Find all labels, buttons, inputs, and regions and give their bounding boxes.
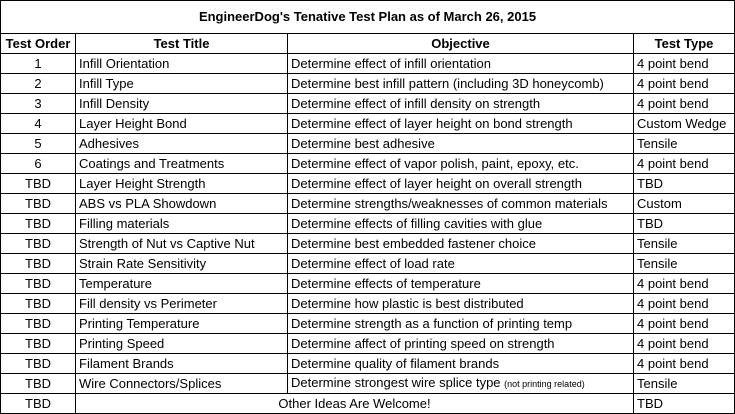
cell-objective[interactable] [288, 94, 634, 114]
objective-text: Determine strength as a function of printing temp [291, 315, 573, 331]
objective-text: Determine effect of layer height on overall strength [291, 175, 582, 191]
cell-test-type[interactable]: Custom Wedge [634, 114, 735, 134]
table-row [1, 374, 735, 394]
cell-objective[interactable] [288, 254, 634, 274]
cell-test-order[interactable]: 4 [1, 114, 76, 134]
cell-test-title[interactable]: Coatings and Treatments [76, 154, 288, 174]
cell-test-order[interactable]: 6 [1, 154, 76, 174]
cell-test-type[interactable]: Custom [634, 194, 735, 214]
cell-test-title[interactable]: Printing Speed [76, 334, 288, 354]
cell-test-order[interactable]: TBD [1, 254, 76, 274]
cell-test-type[interactable]: 4 point bend [634, 274, 735, 294]
header-row [1, 34, 735, 54]
objective-text: Determine quality of filament brands [291, 355, 500, 371]
cell-objective[interactable] [288, 54, 634, 74]
cell-objective[interactable] [288, 134, 634, 154]
table-row [1, 94, 735, 114]
objective-text: Determine best adhesive [291, 135, 435, 151]
page-title[interactable]: EngineerDog's Tenative Test Plan as of March 26, 2015 [1, 1, 735, 34]
objective-text: Determine effect of infill density on strength [291, 95, 541, 111]
cell-test-title[interactable]: Filling materials [76, 214, 288, 234]
table-row [1, 74, 735, 94]
table-row [1, 334, 735, 354]
cell-test-title[interactable]: Filament Brands [76, 354, 288, 374]
title-row [1, 1, 735, 34]
cell-test-type[interactable]: Tensile [634, 234, 735, 254]
objective-text: Determine effects of filling cavities with glue [291, 215, 543, 231]
table-row [1, 174, 735, 194]
table-row [1, 134, 735, 154]
footer-row [1, 394, 735, 414]
table-row [1, 114, 735, 134]
cell-test-type[interactable]: Tensile [634, 134, 735, 154]
cell-objective[interactable] [288, 194, 634, 214]
table-row [1, 254, 735, 274]
cell-objective[interactable] [288, 374, 634, 394]
footer-message[interactable]: Other Ideas Are Welcome! [76, 394, 634, 414]
cell-test-order[interactable]: 2 [1, 74, 76, 94]
cell-test-type[interactable]: Tensile [634, 254, 735, 274]
objective-text: Determine effect of load rate [291, 255, 455, 271]
cell-test-title[interactable]: Adhesives [76, 134, 288, 154]
table-row [1, 234, 735, 254]
cell-test-type[interactable]: 4 point bend [634, 294, 735, 314]
cell-objective[interactable] [288, 174, 634, 194]
cell-objective[interactable] [288, 314, 634, 334]
table-row [1, 214, 735, 234]
cell-test-type[interactable]: 4 point bend [634, 154, 735, 174]
cell-test-title[interactable]: Printing Temperature [76, 314, 288, 334]
cell-test-type[interactable]: 4 point bend [634, 74, 735, 94]
cell-test-order[interactable]: TBD [1, 314, 76, 334]
objective-text: Determine affect of printing speed on strength [291, 335, 555, 351]
header-test-order[interactable]: Test Order [1, 34, 76, 54]
cell-test-title[interactable]: Layer Height Bond [76, 114, 288, 134]
table-row [1, 194, 735, 214]
cell-test-title[interactable]: Strength of Nut vs Captive Nut [76, 234, 288, 254]
cell-test-order[interactable]: 1 [1, 54, 76, 74]
cell-test-title[interactable]: Infill Density [76, 94, 288, 114]
cell-test-order[interactable]: TBD [1, 374, 76, 394]
table-row [1, 294, 735, 314]
objective-text: Determine strengths/weaknesses of common materials [291, 195, 608, 211]
cell-test-title[interactable]: ABS vs PLA Showdown [76, 194, 288, 214]
cell-test-title[interactable]: Strain Rate Sensitivity [76, 254, 288, 274]
table-row [1, 154, 735, 174]
objective-text: Determine effects of temperature [291, 275, 481, 291]
cell-test-title[interactable]: Fill density vs Perimeter [76, 294, 288, 314]
objective-text: Determine best infill pattern (including 3D honeycomb) [291, 75, 604, 91]
header-test-title[interactable]: Test Title [76, 34, 288, 54]
cell-test-type[interactable]: TBD [634, 214, 735, 234]
cell-test-order[interactable]: TBD [1, 194, 76, 214]
cell-objective[interactable] [288, 274, 634, 294]
cell-test-type[interactable]: 4 point bend [634, 354, 735, 374]
cell-test-title[interactable]: Temperature [76, 274, 288, 294]
objective-note: (not printing related) [504, 379, 585, 389]
objective-text: Determine effect of infill orientation [291, 55, 491, 71]
cell-test-order[interactable]: TBD [1, 354, 76, 374]
objective-text: Determine strongest wire splice type [291, 375, 505, 390]
cell-objective[interactable] [288, 74, 634, 94]
table-row [1, 314, 735, 334]
header-objective[interactable]: Objective [288, 34, 634, 54]
cell-objective[interactable] [288, 294, 634, 314]
table-row [1, 54, 735, 74]
cell-test-type[interactable]: 4 point bend [634, 94, 735, 114]
cell-objective[interactable] [288, 114, 634, 134]
cell-objective[interactable] [288, 154, 634, 174]
cell-objective[interactable] [288, 214, 634, 234]
cell-objective[interactable] [288, 334, 634, 354]
cell-test-order[interactable]: TBD [1, 334, 76, 354]
cell-test-order[interactable]: TBD [1, 294, 76, 314]
objective-text: Determine how plastic is best distributed [291, 295, 524, 311]
footer-test-order[interactable]: TBD [1, 394, 76, 414]
cell-test-order[interactable]: 5 [1, 134, 76, 154]
cell-test-order[interactable]: TBD [1, 234, 76, 254]
cell-test-type[interactable]: 4 point bend [634, 314, 735, 334]
cell-test-title[interactable]: Wire Connectors/Splices [76, 374, 288, 394]
cell-test-order[interactable]: 3 [1, 94, 76, 114]
table-row [1, 354, 735, 374]
cell-test-title[interactable]: Infill Orientation [76, 54, 288, 74]
cell-objective[interactable] [288, 234, 634, 254]
header-test-type[interactable]: Test Type [634, 34, 735, 54]
cell-test-order[interactable]: TBD [1, 174, 76, 194]
objective-text: Determine effect of layer height on bond strength [291, 115, 573, 131]
footer-test-type[interactable]: TBD [634, 394, 735, 414]
table-row [1, 274, 735, 294]
cell-test-title[interactable]: Infill Type [76, 74, 288, 94]
objective-text: Determine effect of vapor polish, paint, epoxy, etc. [291, 155, 579, 171]
cell-test-type[interactable]: 4 point bend [634, 334, 735, 354]
objective-text: Determine best embedded fastener choice [291, 235, 536, 251]
cell-test-order[interactable]: TBD [1, 274, 76, 294]
cell-test-title[interactable]: Layer Height Strength [76, 174, 288, 194]
cell-test-order[interactable]: TBD [1, 214, 76, 234]
cell-objective[interactable] [288, 354, 634, 374]
cell-test-type[interactable]: TBD [634, 174, 735, 194]
cell-test-type[interactable]: 4 point bend [634, 54, 735, 74]
cell-test-type[interactable]: Tensile [634, 374, 735, 394]
